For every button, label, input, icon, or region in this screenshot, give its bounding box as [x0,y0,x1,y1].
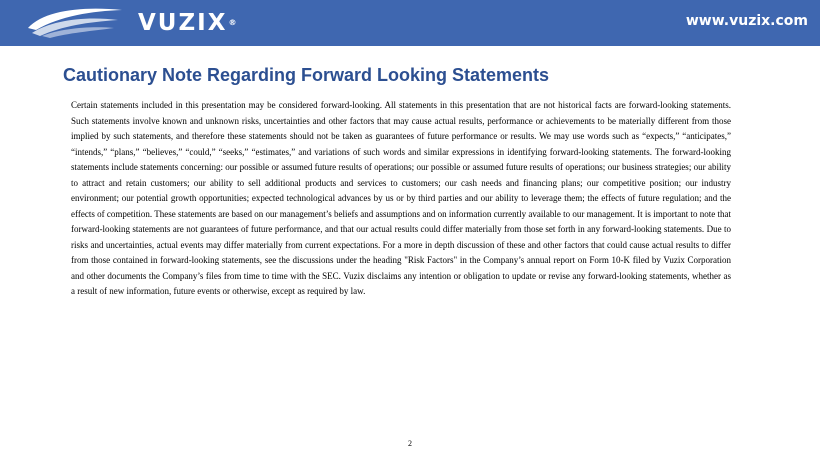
header-bar [0,0,820,46]
website-url: www.vuzix.com [685,13,808,29]
glasses-swoosh-icon [22,6,132,40]
disclaimer-paragraph: Certain statements included in this presentation may be considered forward-looking. All statements in this presentation that are not historical facts are forward-looking statements. Such statements involve known and unknown risks, uncertainties and other factors that may cause actual results, performance or achievements to be materially different from those implied by such statements, and therefore these statements should not be taken as guarantees of future performance or results. We may use words such as “expects,” “anticipates,” “intends,” “plans,” “believes,” “could,” “seeks,” “estimates,” and variations of such words and similar expressions in identifying forward-looking statements. The forward-looking statements include statements concerning: our possible or assumed future results of operations; our possible or assumed future results of operations; our business strategies; our ability to attract and retain customers; our ability to sell additional products and services to customers; our cash needs and financing plans; our competitive position; our industry environment; our potential growth opportunities; expected technological advances by us or by third parties and our ability to leverage them; the effects of future regulation; and the effects of competition. These statements are based on our management’s beliefs and assumptions and on information currently available to our management. It is important to note that forward-looking statements are not guarantees of future performance, and that our actual results could differ materially from those set forth in any forward-looking statements. Due to risks and uncertainties, actual events may differ materially from current expectations. For a more in depth discussion of these and other factors that could cause actual results to differ from those contained in forward-looking statements, see the discussions under the heading "Risk Factors" in the Company’s annual report on Form 10-K filed by Vuzix Corporation and other documents the Company’s files from time to time with the SEC. Vuzix disclaims any intention or obligation to update or revise any forward-looking statements, whether as a result of new information, future events or otherwise, except as required by law. [71,100,731,296]
vuzix-logo [22,6,262,40]
slide-title: Cautionary Note Regarding Forward Looking Statements [63,65,550,85]
page-number: 2 [408,439,412,448]
brand-name: VUZIX® [138,10,237,36]
registered-mark: ® [228,18,237,27]
